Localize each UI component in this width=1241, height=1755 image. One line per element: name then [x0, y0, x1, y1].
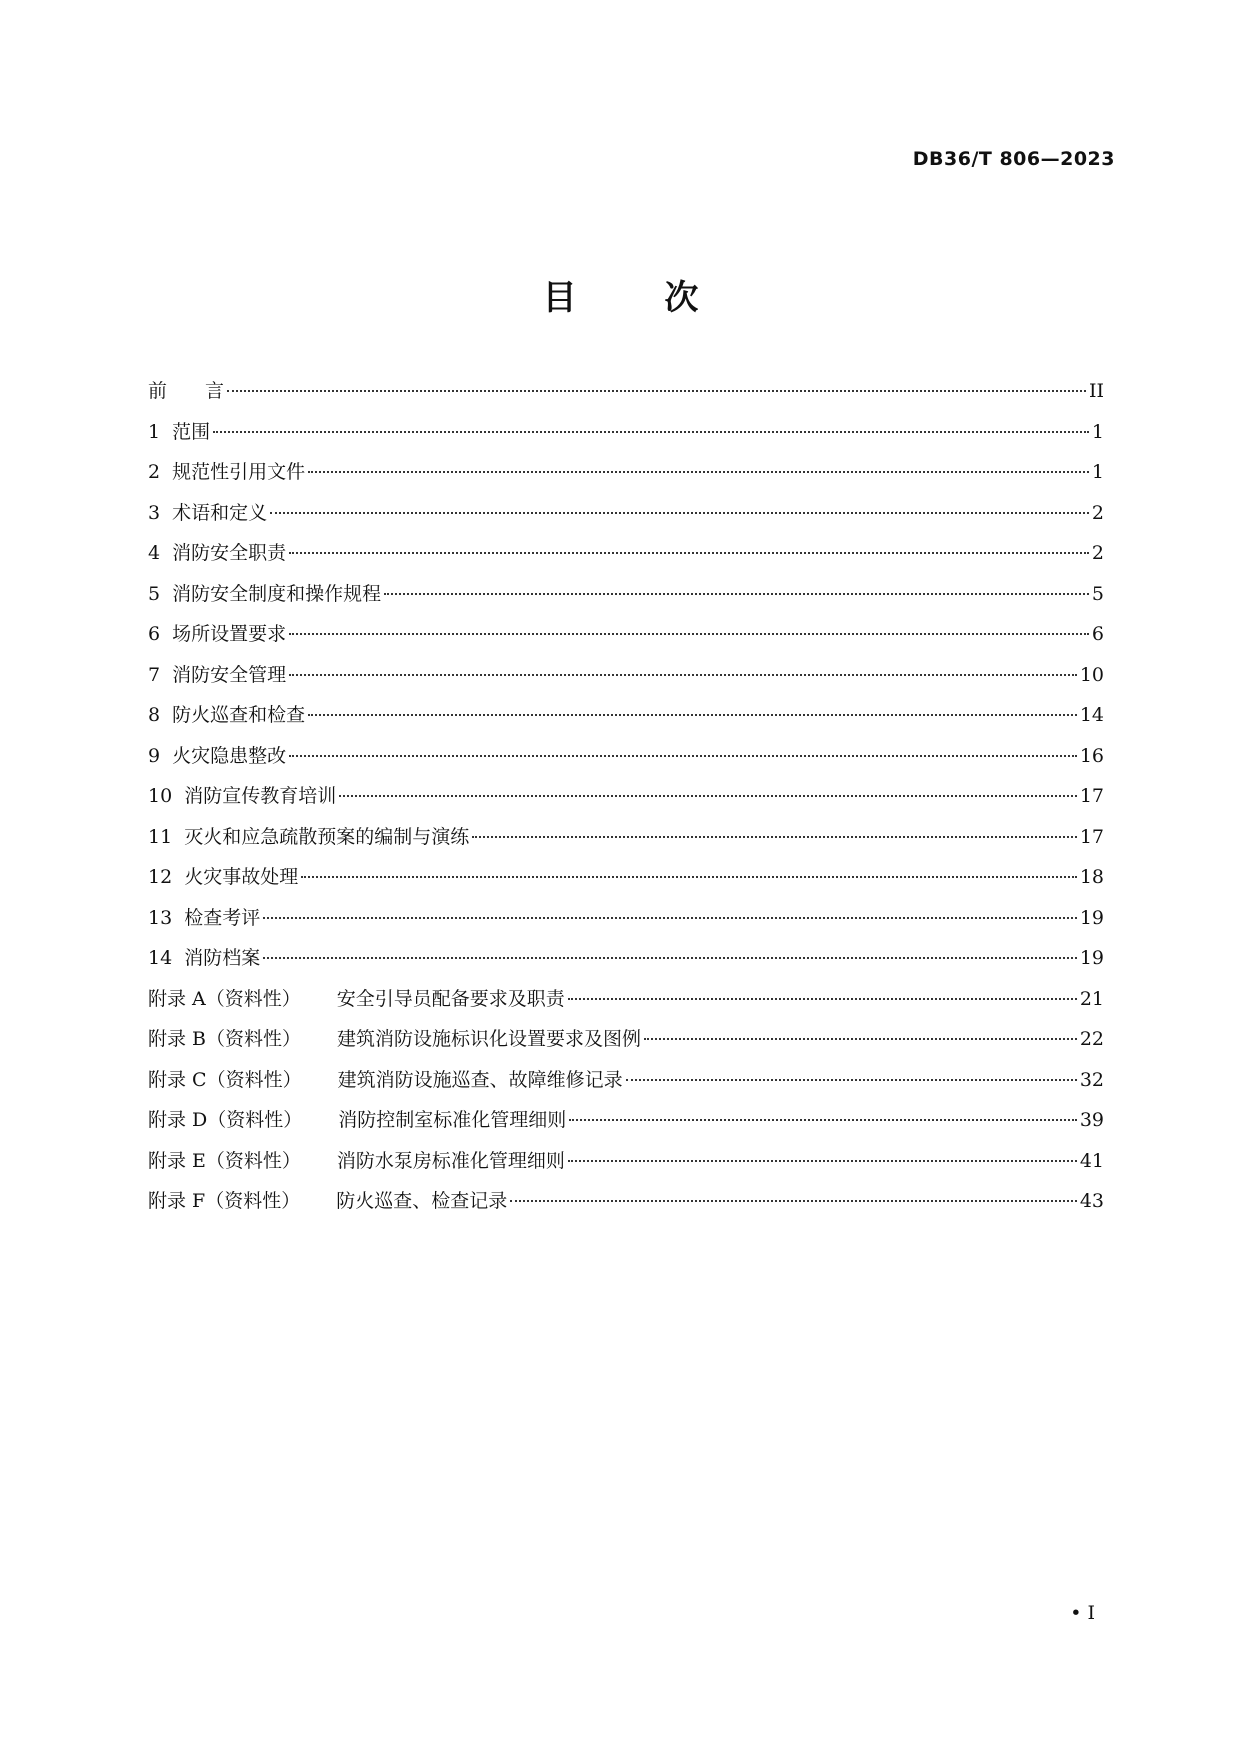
dot-leader: [227, 390, 1086, 392]
appendix-id: 附录 B（资料性）: [148, 1028, 302, 1050]
toc-entry-page: 17: [1079, 785, 1104, 807]
toc-entry-page: 16: [1079, 744, 1104, 767]
toc-entry-label: 1 范围: [148, 420, 211, 443]
toc-entry-label: 13 检查考评: [148, 906, 261, 929]
appendix-title: 消防水泵房标准化管理细则: [336, 1149, 565, 1172]
toc-entry-label: 4 消防安全职责: [148, 542, 287, 564]
toc-appendix-entry[interactable]: [148, 1181, 1104, 1222]
toc-entry-page: 19: [1079, 906, 1104, 929]
toc-entry-page: 6: [1091, 623, 1104, 645]
appendix-title: 安全引导员配备要求及职责: [336, 987, 565, 1010]
toc-entry[interactable]: [148, 736, 1104, 777]
toc-entry-page: 5: [1091, 582, 1104, 605]
appendix-title: 防火巡查、检查记录: [336, 1190, 508, 1212]
toc-entry-page: 2: [1091, 542, 1104, 564]
toc-entry-label: 2 规范性引用文件: [148, 461, 306, 483]
toc-entry-label: 11 灭火和应急疏散预案的编制与演练: [148, 825, 470, 848]
toc-entry-page: 39: [1079, 1109, 1104, 1131]
dot-leader: [644, 1038, 1077, 1040]
toc-appendix-entry[interactable]: [148, 1019, 1104, 1060]
toc-entry-label: [148, 1019, 641, 1060]
appendix-id: 附录 F（资料性）: [148, 1190, 301, 1212]
toc-entry-label: 3 术语和定义: [148, 501, 268, 524]
toc-entry[interactable]: [148, 655, 1104, 696]
dot-leader: [213, 431, 1089, 433]
dot-leader: [339, 795, 1077, 797]
toc-entry-page: 19: [1079, 947, 1104, 969]
toc-entry-page: 10: [1079, 663, 1104, 686]
toc-entry-page: 43: [1079, 1190, 1104, 1212]
appendix-id: 附录 E（资料性）: [148, 1149, 301, 1172]
toc-entry[interactable]: [148, 412, 1104, 453]
dot-leader: [289, 674, 1077, 676]
toc-entry-page: 1: [1091, 461, 1104, 483]
toc-entry-page: 14: [1079, 704, 1104, 726]
dot-leader: [569, 1119, 1077, 1121]
toc-entry-label: 5 消防安全制度和操作规程: [148, 582, 382, 605]
toc-appendix-entry[interactable]: [148, 979, 1104, 1020]
dot-leader: [510, 1200, 1077, 1202]
toc-entry[interactable]: [148, 614, 1104, 655]
toc-entry-page: 21: [1079, 987, 1104, 1010]
toc-entry-label: [148, 1060, 623, 1101]
toc-entry-label: 6 场所设置要求: [148, 623, 287, 645]
toc-entry[interactable]: [148, 857, 1104, 898]
appendix-id: 附录 C（资料性）: [148, 1068, 302, 1091]
toc-entry[interactable]: [148, 817, 1104, 858]
dot-leader: [472, 836, 1077, 838]
toc-entry-label: [148, 1141, 565, 1182]
toc-entry[interactable]: [148, 493, 1104, 534]
page-number: • I: [1070, 1602, 1095, 1624]
table-of-contents: [148, 371, 1104, 1222]
dot-leader: [308, 714, 1077, 716]
dot-leader: [289, 552, 1089, 554]
dot-leader: [384, 593, 1089, 595]
toc-entry-label: 9 火灾隐患整改: [148, 744, 287, 767]
toc-entry[interactable]: [148, 695, 1104, 736]
dot-leader: [263, 917, 1077, 919]
appendix-id: 附录 A（资料性）: [148, 987, 301, 1010]
toc-entry-label: 10 消防宣传教育培训: [148, 785, 337, 807]
appendix-title: 建筑消防设施标识化设置要求及图例: [337, 1028, 642, 1050]
dot-leader: [301, 876, 1077, 878]
toc-entry-label: 12 火灾事故处理: [148, 866, 299, 888]
dot-leader: [270, 512, 1089, 514]
dot-leader: [626, 1079, 1077, 1081]
toc-appendix-entry[interactable]: [148, 1060, 1104, 1101]
toc-entry-label: 7 消防安全管理: [148, 663, 287, 686]
toc-entry-page: 2: [1091, 501, 1104, 524]
appendix-title: 建筑消防设施巡查、故障维修记录: [337, 1068, 623, 1091]
toc-entry-label: 8 防火巡查和检查: [148, 704, 306, 726]
toc-appendix-entry[interactable]: [148, 1100, 1104, 1141]
dot-leader: [568, 998, 1077, 1000]
toc-entry-page: 1: [1091, 420, 1104, 443]
toc-entry-label: 14 消防档案: [148, 947, 261, 969]
toc-entry-page: 41: [1079, 1149, 1104, 1172]
appendix-id: 附录 D（资料性）: [148, 1109, 303, 1131]
toc-entry[interactable]: [148, 898, 1104, 939]
toc-appendix-entry[interactable]: [148, 1141, 1104, 1182]
dot-leader: [289, 755, 1077, 757]
toc-entry-page: 32: [1079, 1068, 1104, 1091]
toc-title: 目 次: [542, 278, 737, 318]
toc-entry-label: [148, 1181, 507, 1222]
toc-entry-label: [148, 979, 565, 1020]
toc-entry-page: 18: [1079, 866, 1104, 888]
toc-entry[interactable]: [148, 574, 1104, 615]
toc-entry[interactable]: [148, 533, 1104, 574]
appendix-title: 消防控制室标准化管理细则: [338, 1109, 567, 1131]
dot-leader: [289, 633, 1089, 635]
toc-entry-page: 22: [1079, 1028, 1104, 1050]
toc-entry[interactable]: [148, 452, 1104, 493]
toc-entry[interactable]: [148, 938, 1104, 979]
dot-leader: [308, 471, 1089, 473]
dot-leader: [263, 957, 1077, 959]
toc-entry-page: II: [1088, 380, 1104, 402]
toc-entry[interactable]: [148, 776, 1104, 817]
toc-entry-page: 17: [1079, 825, 1104, 848]
document-code: DB36/T 806—2023: [912, 148, 1115, 170]
dot-leader: [568, 1160, 1077, 1162]
toc-entry-label: 前 言: [148, 380, 225, 402]
toc-entry-label: [148, 1100, 566, 1141]
toc-entry[interactable]: [148, 371, 1104, 412]
